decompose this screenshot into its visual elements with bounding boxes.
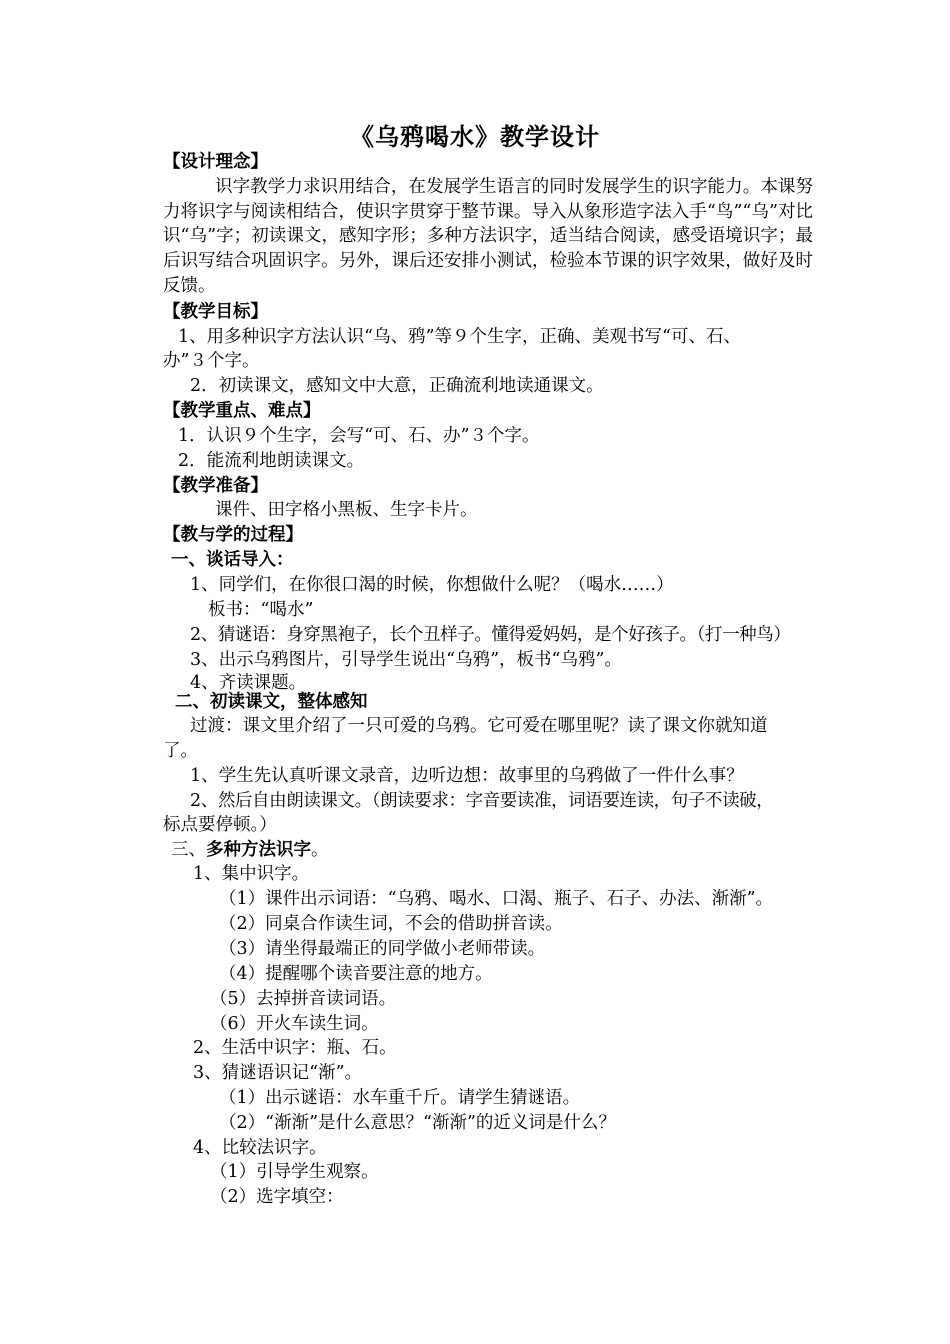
key-points-heading: 【教学重点、难点】 (163, 401, 321, 421)
part2-line-2: 了。 (163, 741, 198, 761)
part3-line-7: （6）开火车读生词。 (210, 1014, 379, 1034)
part3-line-8: 2、生活中识字：瓶、石。 (193, 1038, 397, 1058)
part3-line-5: （4）提醒哪个读音要注意的地方。 (219, 964, 493, 984)
part3-line-14: （2）选字填空： (210, 1187, 344, 1207)
part1-line-2: 板书：“喝水” (208, 600, 314, 620)
part3-line-2: （1）课件出示词语：“乌鸦、喝水、口渴、瓶子、石子、办法、渐渐”。 (219, 889, 774, 909)
part2-heading: 二、初读课文，整体感知 (175, 692, 368, 712)
key-point-item-1: 1．认识９个生字，会写“可、石、办”３个字。 (178, 426, 540, 446)
part3-heading (171, 838, 329, 862)
part3-line-11: （2）“渐渐”是什么意思？“渐渐”的近义词是什么？ (219, 1113, 616, 1133)
part3-line-13: （1）引导学生观察。 (210, 1162, 379, 1182)
part2-line-3: 1、学生先认真听课文录音，边听边想：故事里的乌鸦做了一件什么事？ (190, 766, 744, 786)
part1-line-3: 2、猜谜语：身穿黑袍子，长个丑样子。懂得爱妈妈，是个好孩子。（打一种鸟） (190, 625, 791, 645)
part1-line-5: 4、齐读课题。 (190, 673, 307, 693)
part3-line-1: 1、集中识字。 (193, 864, 310, 884)
goal-item-1-line-1: 1、用多种识字方法认识“乌、鸦”等９个生字，正确、美观书写“可、石、 (178, 327, 741, 347)
part3-line-6: （5）去掉拼音读词语。 (210, 989, 397, 1009)
part2-line-5: 标点要停顿。） (163, 815, 277, 835)
part2-line-1: 过渡：课文里介绍了一只可爱的乌鸦。它可爱在哪里呢？读了课文你就知道 (190, 716, 768, 736)
goals-heading: 【教学目标】 (163, 302, 268, 322)
process-heading: 【教与学的过程】 (163, 525, 303, 545)
concept-paragraph: 识字教学力求识用结合，在发展学生语言的同时发展学生的识字能力。本课努力将识字与阅读相结合，使识字贯穿于整节课。导入从象形造字法入手“鸟”“乌”对比识“乌”字；初读课文，感知字形；多种方法识字，适当结合阅读，感受语境识字；最后识写结合巩固识字。另外，课后还安排小测试，检验本节课的识字效果，做好及时反馈。 (163, 177, 813, 296)
part1-line-4: 3、出示乌鸦图片，引导学生说出“乌鸦”，板书“乌鸦”。 (190, 650, 622, 670)
part3-heading-suffix: 。 (311, 840, 329, 860)
part3-line-9: 3、猜谜语识记“渐”。 (193, 1063, 363, 1083)
part3-line-12: 4、比较法识字。 (193, 1138, 327, 1158)
part1-line-1: 1、同学们，在你很口渴的时候，你想做什么呢？（喝水……） (190, 575, 674, 595)
key-point-item-2: 2．能流利地朗读课文。 (178, 451, 365, 471)
part3-line-3: （2）同桌合作读生词，不会的借助拼音读。 (219, 914, 563, 934)
concept-heading: 【设计理念】 (163, 152, 268, 172)
part2-line-4: 2、然后自由朗读课文。（朗读要求：字音要读准，词语要连读，句子不读破， (190, 791, 774, 811)
part1-heading: 一、谈话导入： (171, 550, 294, 570)
goal-item-1-line-2: 办”３个字。 (163, 351, 260, 371)
goal-item-2: 2．初读课文，感知文中大意，正确流利地读通课文。 (190, 376, 604, 396)
preparation-text: 课件、田字格小黑板、生字卡片。 (215, 500, 478, 520)
part3-heading-bold: 多种方法识字 (206, 840, 311, 860)
part3-line-4: （3）请坐得最端正的同学做小老师带读。 (219, 939, 546, 959)
preparation-heading: 【教学准备】 (163, 476, 268, 496)
part3-line-10: （1）出示谜语：水车重千斤。请学生猜谜语。 (219, 1088, 581, 1108)
part3-heading-prefix: 三、 (171, 840, 206, 860)
document-title: 《乌鸦喝水》教学设计 (350, 122, 600, 151)
